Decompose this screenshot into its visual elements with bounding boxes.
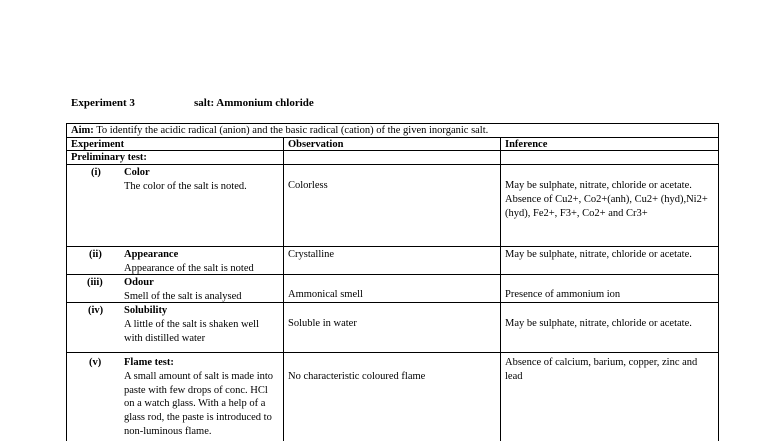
row-inference: Presence of ammonium ion: [505, 289, 621, 300]
table-border-right: [718, 123, 719, 441]
row-experiment: [124, 304, 274, 345]
column-header-experiment: Experiment: [71, 139, 125, 150]
row-experiment: [124, 248, 282, 276]
row-number: (iv): [88, 305, 104, 316]
row-line: [66, 352, 719, 353]
row-number: (ii): [89, 249, 102, 260]
row-observation: Soluble in water: [288, 318, 357, 329]
row-title: Appearance: [124, 249, 179, 260]
row-description: A small amount of salt is made into paste with few drops of conc. HCl on a watch glass. With a help of a glass rod, the paste is introduced to non-luminous flame.: [124, 370, 274, 437]
row-observation: Crystalline: [288, 249, 335, 260]
section-title: Preliminary test:: [71, 152, 147, 163]
row-description: The color of the salt is noted.: [124, 180, 247, 192]
row-inference: May be sulphate, nitrate, chloride or acetate. Absence of Cu2+, Co2+(anh), Cu2+ (hyd),Ni2+(hyd), Fe2+, F3+, Co2+ and Cr3+: [505, 180, 708, 219]
row-title: Flame test:: [124, 357, 174, 368]
row-inference: Absence of calcium, barium, copper, zinc and lead: [505, 357, 698, 382]
row-experiment: [124, 356, 279, 441]
row-inference: May be sulphate, nitrate, chloride or acetate.: [505, 249, 692, 260]
row-line: [66, 150, 719, 151]
row-description: A little of the salt is shaken well with distilled water: [124, 318, 260, 344]
column-divider-1: [283, 137, 284, 441]
table-border-left: [66, 123, 67, 441]
aim-row: [71, 124, 716, 138]
row-number: (iii): [87, 277, 103, 288]
row-title: Color: [124, 167, 150, 178]
experiment-title: Experiment 3: [71, 97, 135, 109]
row-experiment: [124, 276, 282, 304]
column-header-inference: Inference: [505, 139, 548, 150]
row-title: Solubility: [124, 305, 168, 316]
row-number: (v): [89, 357, 102, 368]
column-header-observation: Observation: [288, 139, 344, 150]
row-observation: Ammonical smell: [288, 289, 363, 300]
row-description: Smell of the salt is analysed: [124, 290, 242, 302]
row-observation: No characteristic coloured flame: [288, 371, 426, 382]
row-line: [66, 246, 719, 247]
row-experiment: [124, 166, 279, 194]
row-description: Appearance of the salt is noted: [124, 262, 254, 274]
salt-title: salt: Ammonium chloride: [194, 97, 314, 109]
aim-label: Aim:: [71, 125, 94, 136]
row-number: (i): [91, 167, 101, 178]
column-divider-2: [500, 137, 501, 441]
row-inference: May be sulphate, nitrate, chloride or acetate.: [505, 318, 692, 329]
aim-text: To identify the acidic radical (anion) and the basic radical (cation) of the given inorganic salt.: [96, 125, 489, 136]
row-title: Odour: [124, 277, 154, 288]
document-heading: [71, 97, 314, 109]
row-observation: Colorless: [288, 180, 328, 191]
row-line: [66, 164, 719, 165]
